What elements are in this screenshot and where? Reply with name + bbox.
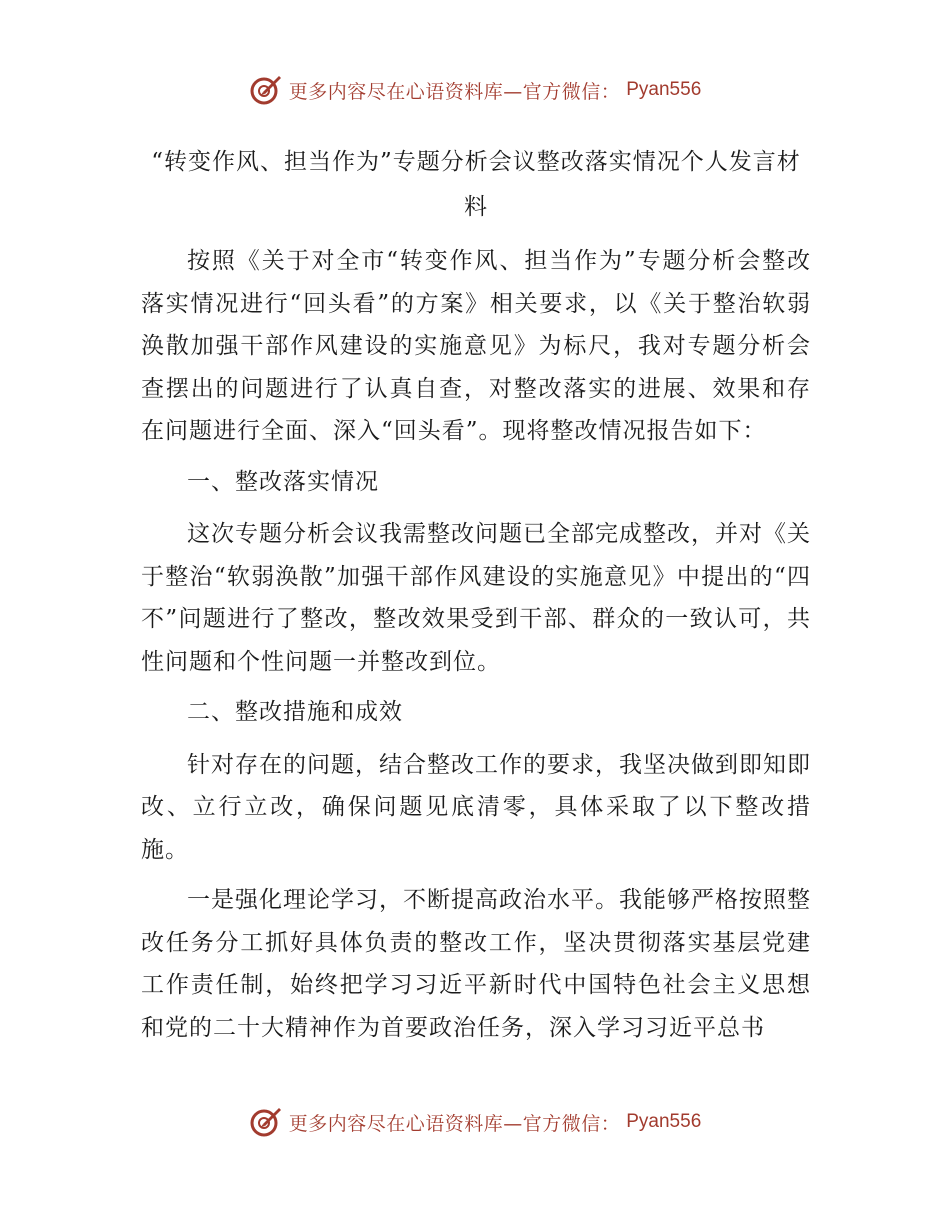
document-body [141, 140, 811, 1057]
banner-text: 更多内容尽在心语资料库—官方微信： [288, 1112, 621, 1135]
header-banner [0, 70, 950, 110]
document-title: “转变作风、担当作为”专题分析会议整改落实情况个人发言材料 [151, 149, 801, 220]
section-2-point-1-paragraph: 一是强化理论学习，不断提高政治水平。我能够严格按照整改任务分工抓好具体负责的整改工作，坚决贯彻落实基层党建工作责任制，始终把学习习近平新时代中国特色社会主义思想和党的二十大精神作为首要政治任务，深入学习习近平总书 [141, 887, 811, 1041]
section-1-paragraph: 这次专题分析会议我需整改问题已全部完成整改，并对《关于整治“软弱涣散”加强干部作风建设的实施意见》中提出的“四不”问题进行了整改，整改效果受到干部、群众的一致认可，共性问题和个性问题一并整改到位。 [141, 521, 811, 675]
pen-logo-icon [249, 73, 283, 107]
intro-paragraph: 按照《关于对全市“转变作风、担当作为”专题分析会整改落实情况进行“回头看”的方案》相关要求，以《关于整治软弱涣散加强干部作风建设的实施意见》为标尺，我对专题分析会查摆出的问题进行了认真自查，对整改落实的进展、效果和存在问题进行全面、深入“回头看”。现将整改情况报告如下： [141, 248, 811, 444]
banner-text: 更多内容尽在心语资料库—官方微信： [288, 80, 621, 103]
pen-logo-icon [249, 1105, 283, 1139]
section-heading-1: 一、整改落实情况 [187, 468, 379, 495]
section-2-paragraph: 针对存在的问题，结合整改工作的要求，我坚决做到即知即改、立行立改，确保问题见底清零，具体采取了以下整改措施。 [141, 751, 811, 863]
banner-wechat-id: Pyan556 [626, 1111, 702, 1132]
section-heading-2: 二、整改措施和成效 [187, 699, 403, 725]
banner-wechat-id: Pyan556 [626, 79, 702, 100]
footer-banner [0, 1102, 950, 1142]
